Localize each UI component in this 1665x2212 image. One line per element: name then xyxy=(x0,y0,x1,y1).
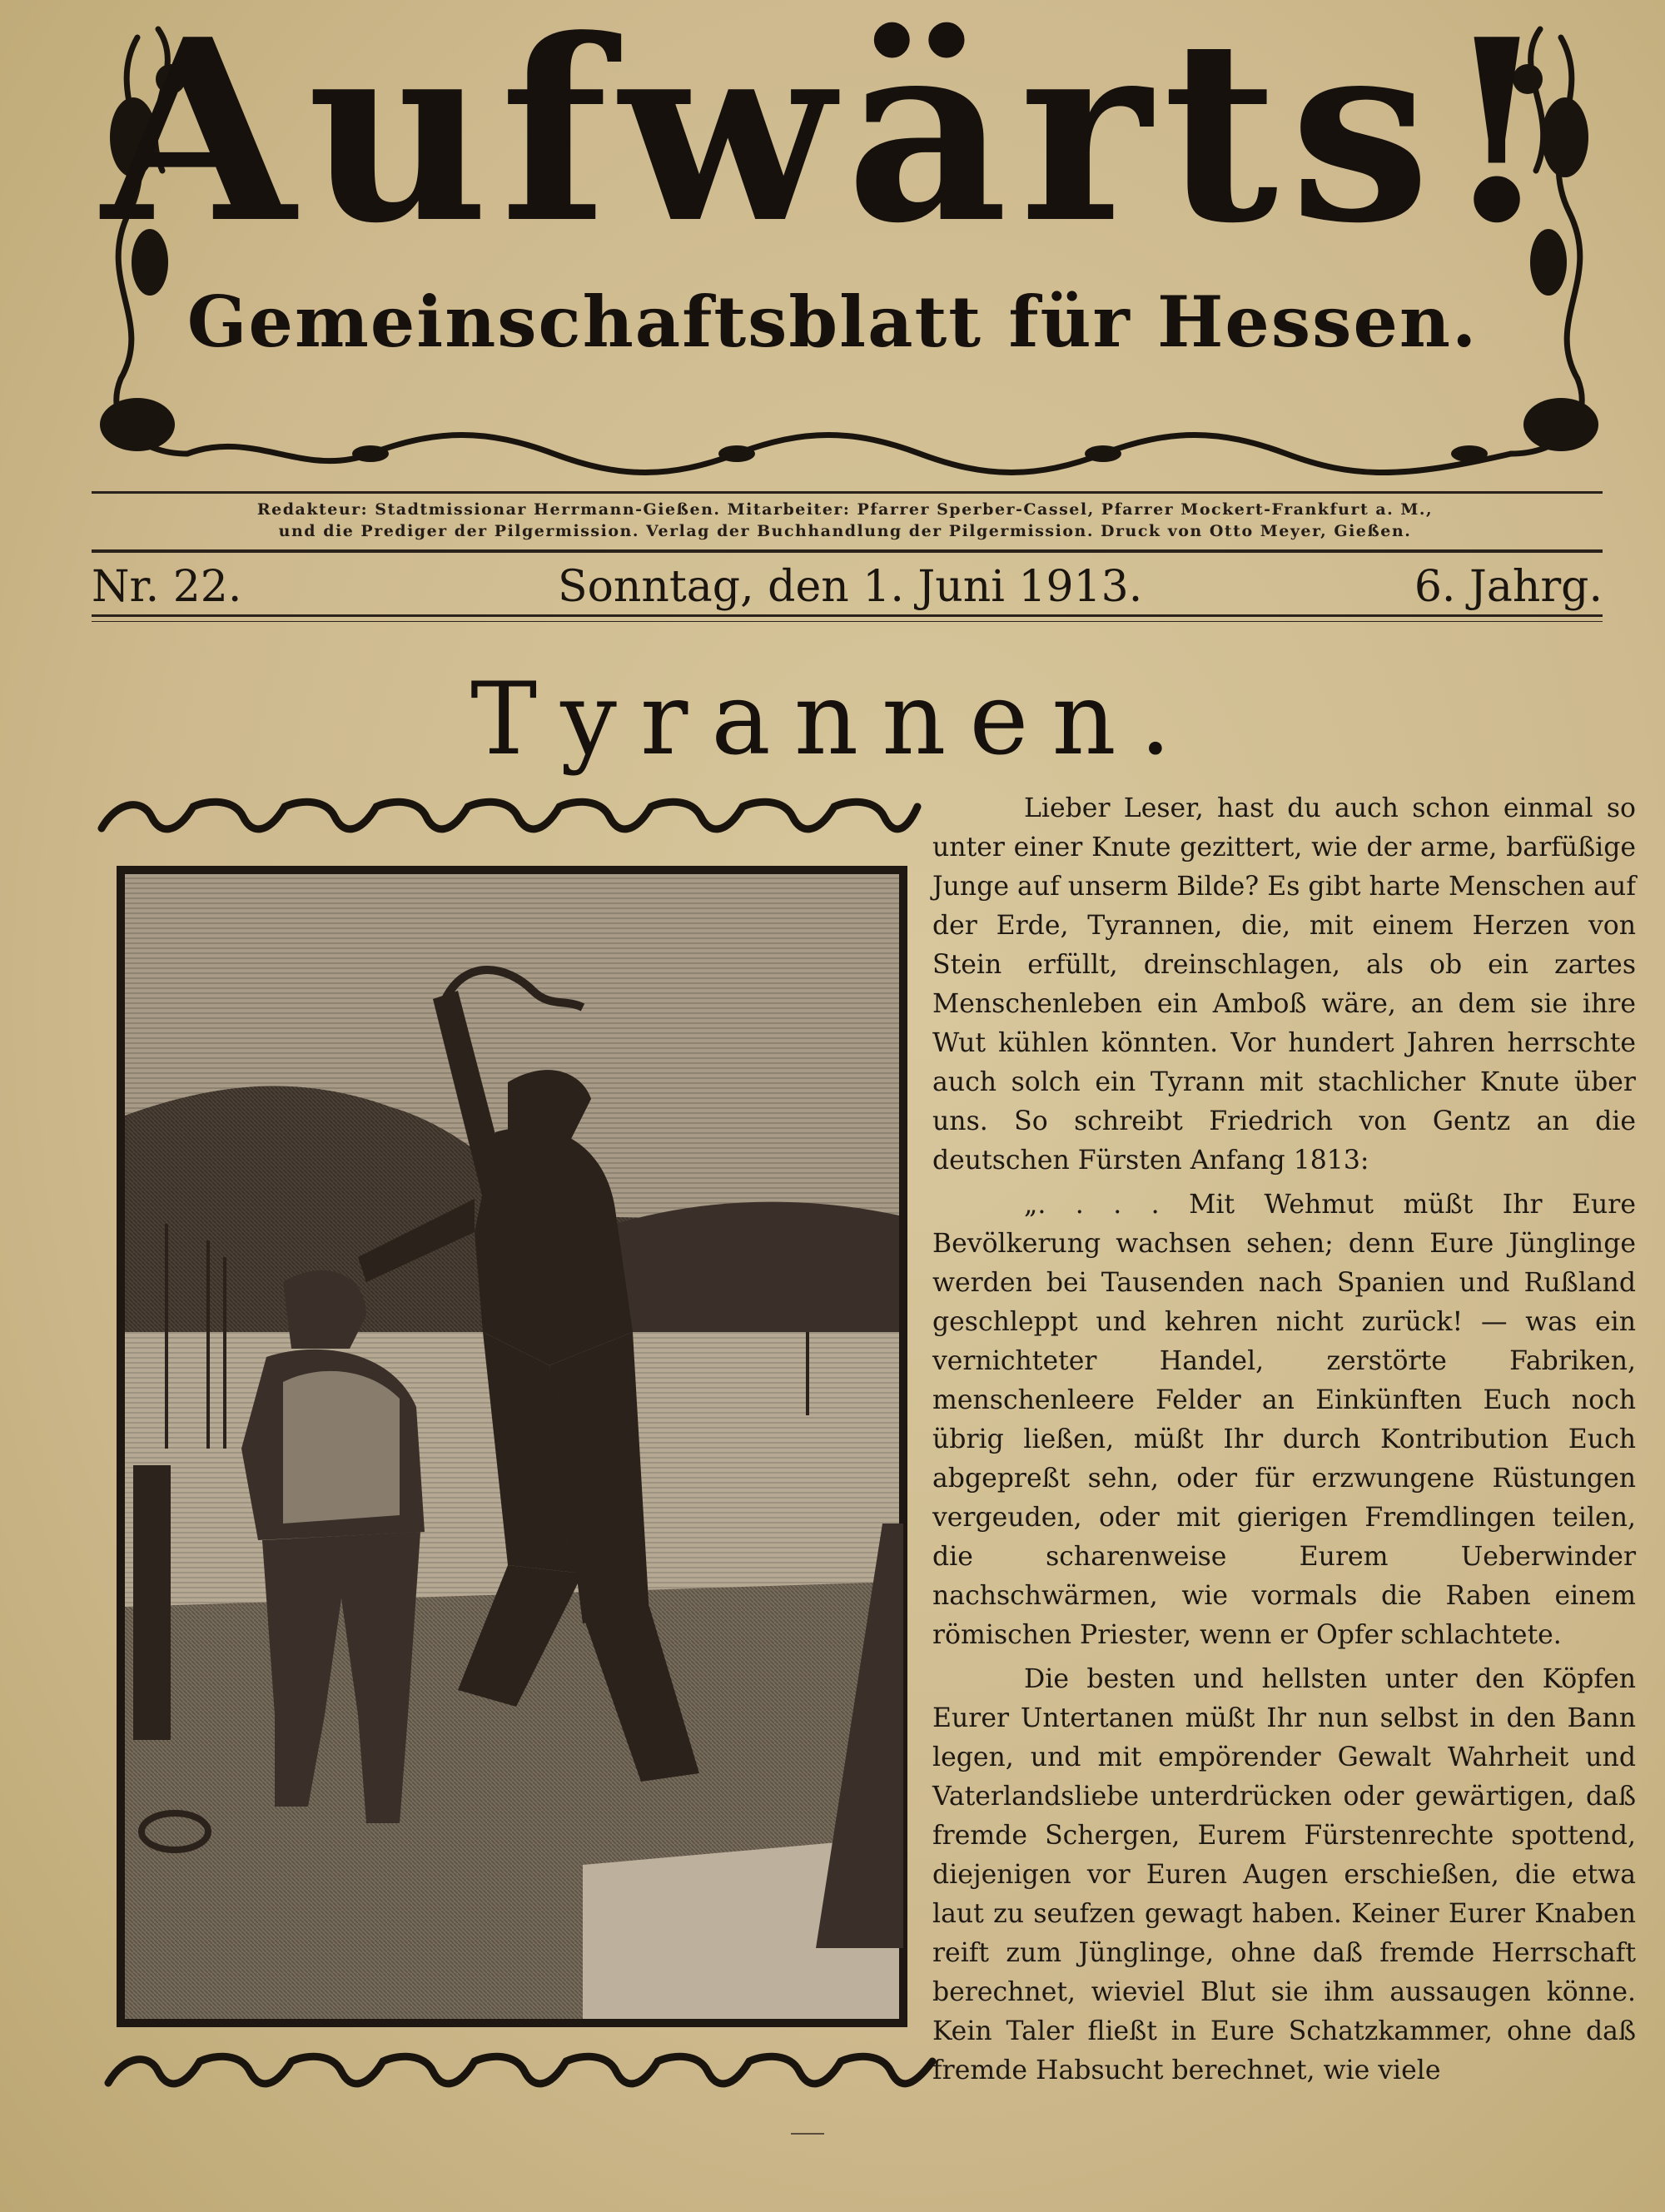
credits-line-2: und die Prediger der Pilgermission. Verlag der Buchhandlung der Pilgermission. Druck von Otto Meyer, Gießen. xyxy=(278,522,1412,540)
ornament-band-bottom xyxy=(100,2050,941,2093)
article-body xyxy=(932,789,1636,2090)
credits-line-1: Redakteur: Stadtmissionar Herrmann-Gießen. Mitarbeiter: Pfarrer Sperber-Cassel, Pfarrer Mockert-Frankfurt a. M., xyxy=(256,500,1434,519)
issue-bar xyxy=(92,558,1603,616)
ornament-band-top xyxy=(93,795,924,838)
newspaper-title: Aufwärts! xyxy=(102,0,1563,278)
issue-year: 6. Jahrg. xyxy=(1414,562,1603,612)
article-paragraph-3: Die besten und hellsten unter den Köpfen Eurer Untertanen müßt Ihr nun selbst in den Bann legen, und mit empörender Gewalt Wahrheit und Vaterlandsliebe unterdrücken oder gewärtigen, daß fremde Schergen, Eurem Fürstenrechte spottend, diejenigen vor Euren Augen erschießen, die etwa laut zu seufzen gewagt haben. Keiner Eurer Knaben reift zum Jünglinge, ohne daß fremde Herrschaft berechnet, wieviel Blut sie ihm aussaugen könne. Kein Taler fließt in Eure Schatzkammer, ohne daß fremde Habsucht berechnet, wie viele xyxy=(932,1664,1636,2085)
article-paragraph-2: „. . . . Mit Wehmut müßt Ihr Eure Bevölkerung wachsen sehen; denn Eure Jünglinge werden bei Tausenden nach Spanien und Rußland geschleppt und kehren nicht zurück! — was ein vernichteter Handel, zerstörte Fabriken, menschenleere Felder an Einkünften Euch noch übrig ließen, müßt Ihr durch Kontribution Euch abgepreßt sehn, oder für erzwungene Rüstungen vergeuden, oder mit gierigen Fremdlingen teilen, die scharenweise Eurem Ueberwinder nachschwärmen, wie vormals die Raben einem römischen Priester, wenn er Opfer schlachtete. xyxy=(932,1190,1636,1650)
rule-issue-bottom-2 xyxy=(92,621,1603,622)
issue-date: Sonntag, den 1. Juni 1913. xyxy=(558,562,1143,612)
rule-top xyxy=(92,491,1603,494)
newspaper-subtitle: Gemeinschaftsblatt für Hessen. xyxy=(186,281,1479,363)
issue-number: Nr. 22. xyxy=(92,562,242,612)
article-paragraph-1: Lieber Leser, hast du auch schon einmal so unter einer Knute gezittert, wie der arme, barfüßige Junge auf unserm Bilde? Es gibt harte Menschen auf der Erde, Tyrannen, die, mit einem Herzen von Stein erfüllt, dreinschlagen, als ob ein zartes Menschenleben ein Amboß wäre, an dem sie ihre Wut kühlen könnten. Vor hundert Jahren herrschte auch solch ein Tyrann mit stachlicher Knute über uns. So schreibt Friedrich von Gentz an die deutschen Fürsten Anfang 1813: xyxy=(932,793,1636,1176)
article-title: Tyrannen. xyxy=(470,662,1195,778)
rule-issue-bottom xyxy=(92,614,1603,617)
engraving-illustration xyxy=(117,866,907,2027)
page-mark xyxy=(791,2131,824,2136)
rule-issue-top xyxy=(92,549,1603,553)
